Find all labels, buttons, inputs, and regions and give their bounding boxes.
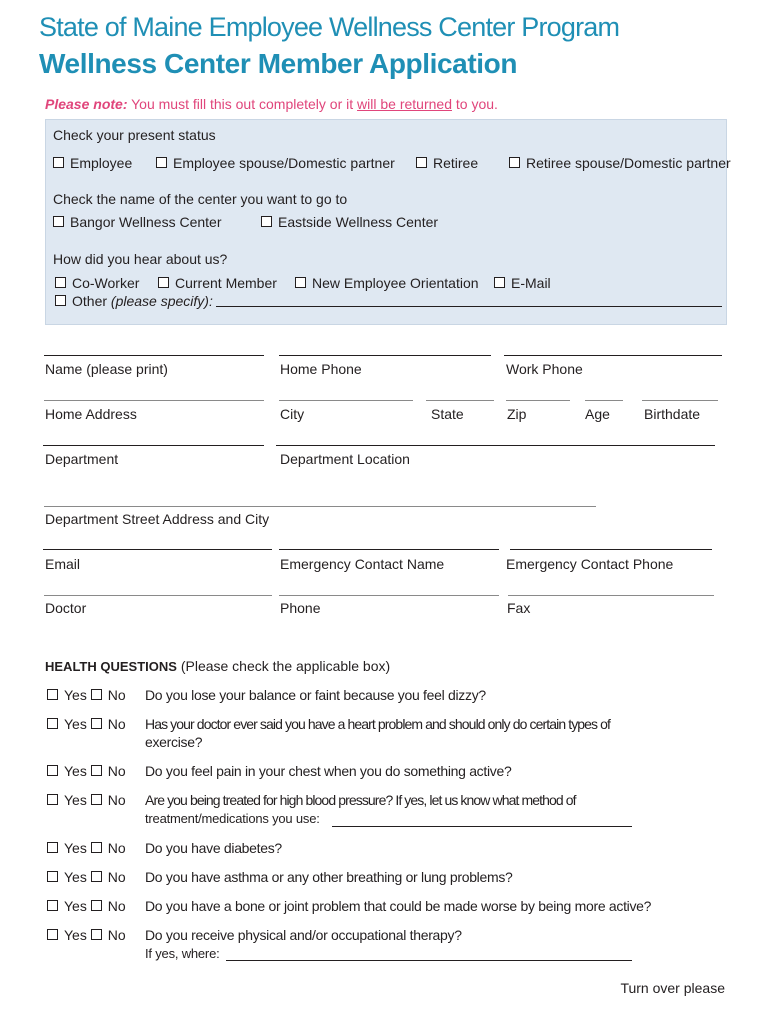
health-heading: HEALTH QUESTIONS (Please check the applicable box) — [45, 658, 391, 674]
city-label: City — [280, 406, 305, 422]
department-line[interactable] — [43, 445, 264, 446]
state-line[interactable] — [426, 400, 494, 401]
hear-option-orientation[interactable]: New Employee Orientation — [295, 275, 479, 291]
checkbox-bangor[interactable] — [53, 216, 64, 227]
q7-yes-checkbox[interactable] — [47, 900, 58, 911]
birthdate-label: Birthdate — [644, 406, 701, 422]
age-line[interactable] — [585, 400, 623, 401]
center-heading: Check the name of the center you want to go to — [53, 191, 348, 207]
department-label: Department — [45, 451, 119, 467]
checkbox-orientation[interactable] — [295, 277, 306, 288]
status-heading: Check your present status — [53, 127, 216, 143]
form-subtitle: Wellness Center Member Application — [39, 48, 518, 79]
status-option-retiree-spouse[interactable]: Retiree spouse/Domestic partner — [509, 155, 731, 171]
therapy-where-line[interactable] — [226, 960, 632, 961]
city-line[interactable] — [279, 400, 413, 401]
checkbox-email[interactable] — [494, 277, 505, 288]
email-line[interactable] — [43, 549, 272, 550]
q5-no-checkbox[interactable] — [91, 842, 102, 853]
zip-label: Zip — [507, 406, 527, 422]
name-label: Name (please print) — [45, 361, 168, 377]
checkbox-employee-spouse[interactable] — [156, 157, 167, 168]
q4-no-checkbox[interactable] — [91, 794, 102, 805]
q3-no-checkbox[interactable] — [91, 765, 102, 776]
state-label: State — [431, 406, 464, 422]
question-3: Do you feel pain in your chest when you do something active? — [145, 763, 512, 779]
q3-yes-checkbox[interactable] — [47, 765, 58, 776]
email-label: Email — [45, 556, 81, 572]
checkbox-retiree-spouse[interactable] — [509, 157, 520, 168]
phone-label: Phone — [280, 600, 321, 616]
birthdate-line[interactable] — [642, 400, 718, 401]
center-option-bangor[interactable]: Bangor Wellness Center — [53, 214, 221, 230]
other-specify-line[interactable] — [216, 306, 722, 307]
center-option-eastside[interactable]: Eastside Wellness Center — [261, 214, 438, 230]
fax-label: Fax — [507, 600, 531, 616]
question-4: Are you being treated for high blood pressure? If yes, let us know what method of — [145, 792, 576, 808]
emergency-phone-label: Emergency Contact Phone — [506, 556, 674, 572]
checkbox-retiree[interactable] — [416, 157, 427, 168]
q1-yes-checkbox[interactable] — [47, 689, 58, 700]
home-phone-line[interactable] — [279, 355, 491, 356]
department-street-line[interactable] — [44, 506, 596, 507]
checkbox-coworker[interactable] — [55, 277, 66, 288]
note-underlined: will be returned — [357, 96, 452, 112]
q1-no-checkbox[interactable] — [91, 689, 102, 700]
hear-option-member[interactable]: Current Member — [158, 275, 277, 291]
work-phone-label: Work Phone — [506, 361, 583, 377]
age-label: Age — [585, 406, 610, 422]
question-5: Do you have diabetes? — [145, 840, 282, 856]
doctor-line[interactable] — [44, 595, 272, 596]
emergency-phone-line[interactable] — [510, 549, 712, 550]
q8-no-checkbox[interactable] — [91, 929, 102, 940]
q6-yes-checkbox[interactable] — [47, 871, 58, 882]
work-phone-line[interactable] — [504, 355, 722, 356]
zip-line[interactable] — [506, 400, 570, 401]
q7-yes-no[interactable]: Yes No — [47, 898, 126, 914]
checkbox-employee[interactable] — [53, 157, 64, 168]
q2-yes-checkbox[interactable] — [47, 718, 58, 729]
q5-yes-checkbox[interactable] — [47, 842, 58, 853]
question-8-cont: If yes, where: — [145, 946, 220, 961]
note-text: You must fill this out completely or it — [127, 96, 358, 112]
checkbox-current-member[interactable] — [158, 277, 169, 288]
turn-over-note: Turn over please — [620, 980, 725, 996]
doctor-label: Doctor — [45, 600, 87, 616]
q2-no-checkbox[interactable] — [91, 718, 102, 729]
department-location-label: Department Location — [280, 451, 410, 467]
hear-option-other[interactable]: Other (please specify): — [55, 293, 213, 309]
submission-note — [45, 96, 498, 112]
home-address-line[interactable] — [44, 400, 264, 401]
department-street-label: Department Street Address and City — [45, 511, 270, 527]
question-6: Do you have asthma or any other breathing or lung problems? — [145, 869, 513, 885]
q7-no-checkbox[interactable] — [91, 900, 102, 911]
name-line[interactable] — [44, 355, 264, 356]
emergency-name-label: Emergency Contact Name — [280, 556, 445, 572]
question-8: Do you receive physical and/or occupational therapy? — [145, 927, 462, 943]
checkbox-eastside[interactable] — [261, 216, 272, 227]
hear-heading: How did you hear about us? — [53, 251, 228, 267]
q1-yes-no[interactable]: Yes No — [47, 687, 126, 703]
note-end: to you. — [451, 96, 498, 112]
status-option-employee[interactable]: Employee — [53, 155, 132, 171]
status-option-spouse[interactable]: Employee spouse/Domestic partner — [156, 155, 395, 171]
status-option-retiree[interactable]: Retiree — [416, 155, 478, 171]
fax-line[interactable] — [508, 595, 714, 596]
question-4-cont: treatment/medications you use: — [145, 811, 320, 826]
q4-yes-checkbox[interactable] — [47, 794, 58, 805]
emergency-name-line[interactable] — [279, 549, 499, 550]
phone-line[interactable] — [279, 595, 499, 596]
q3-yes-no[interactable]: Yes No — [47, 763, 126, 779]
question-2-cont: exercise? — [145, 734, 203, 750]
q6-yes-no[interactable]: Yes No — [47, 869, 126, 885]
q6-no-checkbox[interactable] — [91, 871, 102, 882]
home-phone-label: Home Phone — [280, 361, 362, 377]
note-label: Please note: — [45, 96, 128, 112]
question-1: Do you lose your balance or faint because you feel dizzy? — [145, 687, 486, 703]
question-2: Has your doctor ever said you have a heart problem and should only do certain types of — [145, 716, 611, 732]
question-7: Do you have a bone or joint problem that could be made worse by being more active? — [145, 898, 652, 914]
form-title: State of Maine Employee Wellness Center Program — [39, 12, 620, 42]
home-address-label: Home Address — [45, 406, 137, 422]
q2-yes-no[interactable]: Yes No — [47, 716, 126, 732]
treatment-line[interactable] — [332, 826, 632, 827]
q5-yes-no[interactable]: Yes No — [47, 840, 126, 856]
hear-option-email[interactable]: E-Mail — [494, 275, 551, 291]
department-location-line[interactable] — [276, 445, 715, 446]
checkbox-other[interactable] — [55, 295, 66, 306]
hear-option-coworker[interactable]: Co-Worker — [55, 275, 139, 291]
q8-yes-checkbox[interactable] — [47, 929, 58, 940]
q8-yes-no[interactable]: Yes No — [47, 927, 126, 943]
q4-yes-no[interactable]: Yes No — [47, 792, 126, 808]
